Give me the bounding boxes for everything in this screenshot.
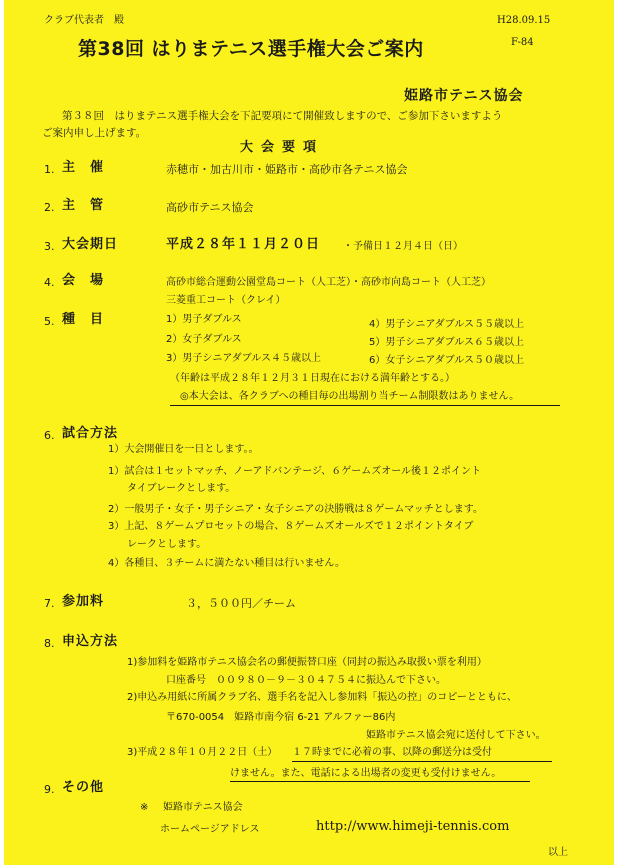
- section-9-label: その他: [62, 780, 105, 795]
- contact-org: 姫路市テニス協会: [163, 802, 243, 813]
- section-1-label: 主 催: [62, 160, 105, 175]
- event-item: 3）男子シニアダブルス４５歳以上: [166, 353, 321, 364]
- section-2-number: 2.: [44, 201, 55, 214]
- section-3-value: 平成２８年１１月２０日: [166, 237, 321, 252]
- match-rule: 1）大会開催日を一日とします。。: [108, 444, 259, 455]
- addressee: クラブ代表者 殿: [44, 15, 124, 26]
- match-rule: レークとします。: [127, 539, 207, 550]
- intro-line-1: 第３８回 はりまテニス選手権大会を下記要項にて開催致しますので、ご参加下さいますよう: [62, 110, 503, 122]
- account-number: 口座番号 ００９８０－９－３０４７５４に振込んで下さい。: [166, 675, 446, 686]
- homepage-label: ホームページアドレス: [160, 824, 260, 835]
- section-3-number: 3.: [44, 240, 55, 253]
- issue-date: H28.09.15: [497, 15, 551, 26]
- mailing-address: 〒670-0054 姫路市南今宿 6-21 アルファー86内: [166, 712, 396, 723]
- intro-line-2: ご案内申し上げます。: [42, 127, 147, 139]
- section-9-number: 9.: [44, 783, 55, 796]
- event-item: 4）男子シニアダブルス５５歳以上: [369, 319, 524, 330]
- organizer-name: 姫路市テニス協会: [404, 88, 524, 104]
- match-rule: 2）一般男子・女子・男子シニア・女子シニアの決勝戦は８ゲームマッチとします。: [108, 504, 483, 515]
- section-6-number: 6.: [44, 429, 55, 442]
- note-underline: [230, 781, 530, 782]
- document-code: F-84: [511, 37, 534, 48]
- application-step-1: 1)参加料を姫路市テニス協会名の郵便振替口座（同封の振込み取扱い票を利用）: [127, 657, 487, 668]
- section-7-value: ３，５００円／チーム: [186, 597, 296, 610]
- match-rule: 4）各種目、３チームに満たない種目は行いません。: [108, 558, 345, 569]
- closing-mark: 以上: [548, 847, 568, 858]
- section-3-label: 大会期日: [62, 237, 119, 252]
- section-5-label: 種 目: [62, 312, 105, 327]
- section-7-label: 参加料: [62, 594, 105, 609]
- section-2-label: 主 管: [62, 198, 105, 213]
- page-title: 第38回 はりまテニス選手権大会ご案内: [78, 38, 424, 60]
- event-item: 6）女子シニアダブルス５０歳以上: [369, 355, 524, 366]
- section-3-reserve-date: ・予備日１２月４日（日）: [343, 241, 463, 252]
- homepage-url[interactable]: http://www.himeji-tennis.com: [316, 819, 510, 834]
- section-7-number: 7.: [44, 597, 55, 610]
- section-4-number: 4.: [44, 276, 55, 289]
- match-rule: 1）試合は１セットマッチ、ノーアドバンテージ、６ゲームズオール後１２ポイント: [108, 466, 482, 477]
- section-4-venue-1: 高砂市総合運動公園堂島コート（人工芝）・高砂市向島コート（人工芝）: [166, 277, 491, 288]
- match-rule: 3）上記、８ゲームプロセットの場合、８ゲームズオールズで１２ポイントタイブ: [108, 521, 474, 532]
- outline-heading: 大会要項: [240, 140, 325, 155]
- deadline-underline: [292, 761, 552, 762]
- section-4-label: 会 場: [62, 273, 105, 288]
- section-5-number: 5.: [44, 315, 55, 328]
- section-8-label: 申込方法: [62, 634, 119, 649]
- application-step-3-date: 3)平成２８年１０月２２日（土）: [127, 747, 278, 758]
- send-to: 姫路市テニス協会宛に送付して下さい。: [366, 730, 546, 741]
- match-rule: タイブレークとします。: [127, 483, 236, 494]
- section-2-value: 高砂市テニス協会: [166, 201, 254, 214]
- section-8-number: 8.: [44, 637, 55, 650]
- section-1-value: 赤穂市・加古川市・姫路市・高砂市各テニス協会: [166, 163, 408, 176]
- application-step-2: 2)申込み用紙に所属クラブ名、選手名を記入し参加料「振込の控」のコピーとともに、: [127, 692, 517, 703]
- section-6-label: 試合方法: [62, 426, 119, 441]
- section-4-venue-2: 三菱重工コート（クレイ）: [166, 295, 286, 306]
- quota-note: ◎本大会は、各クラブへの種目毎の出場割り当チーム制限数はありません。: [180, 391, 520, 402]
- event-item: 5）男子シニアダブルス６５歳以上: [369, 337, 524, 348]
- section-1-number: 1.: [44, 163, 55, 176]
- event-item: 1）男子ダブルス: [166, 314, 242, 325]
- quota-note-underline: [170, 405, 560, 406]
- application-step-3-deadline: １７時までに必着の事、以降の郵送分は受付: [292, 747, 492, 758]
- application-step-3-note: けません。また、電話による出場者の変更も受付けません。: [230, 768, 502, 779]
- asterisk-mark: ※: [140, 802, 149, 813]
- event-item: 2）女子ダブルス: [166, 334, 242, 345]
- age-note: （年齢は平成２８年１２月３１日現在における満年齢とする。）: [170, 373, 455, 384]
